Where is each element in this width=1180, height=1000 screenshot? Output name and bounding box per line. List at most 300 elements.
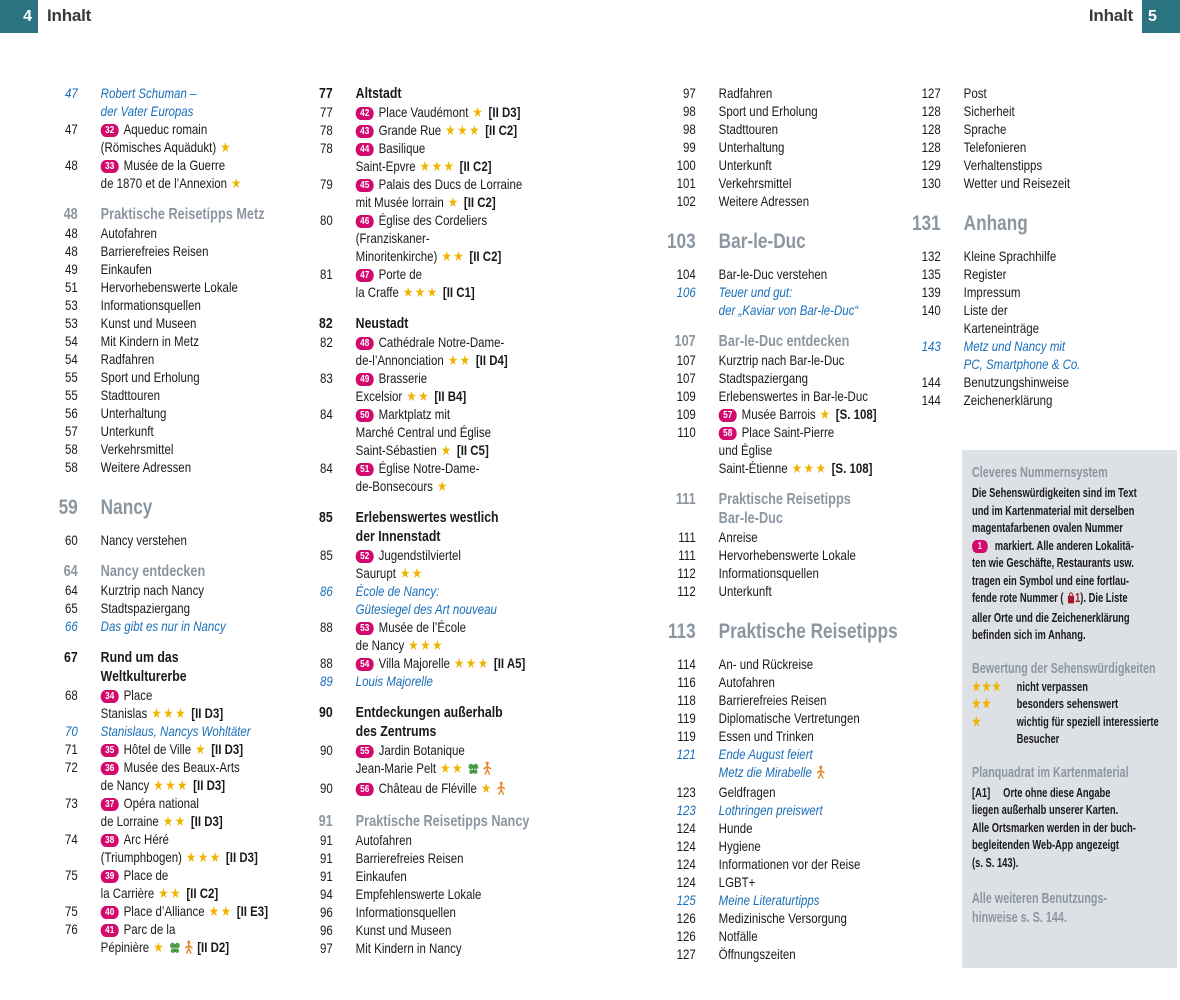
page-number: 54 [64, 333, 78, 349]
page-number: 82 [319, 334, 333, 350]
page-number: 127 [676, 946, 696, 962]
page-number: 85 [319, 547, 333, 563]
entry-text: Öffnungszeiten [718, 946, 796, 962]
page-number: 88 [319, 619, 333, 635]
toc-entry [903, 156, 1157, 174]
toc-entry [295, 672, 549, 690]
entry-text: Rund um das Weltkulturerbe [100, 649, 187, 685]
sight-number-badge: 46 [356, 215, 374, 228]
page-number: 107 [674, 333, 696, 350]
toc-entry [40, 314, 294, 332]
star-rating: ★ [972, 713, 983, 729]
entry-text: 43 Grande Rue ★★★ [II C2] [356, 121, 550, 139]
toc-entry [658, 84, 912, 102]
page-number: 48 [63, 206, 78, 223]
entry-text: 39 Place de la Carrière ★★ [II C2] [100, 867, 219, 901]
page-number: 47 [64, 85, 78, 101]
toc-entry [40, 648, 294, 686]
sight-number-badge: 40 [101, 906, 119, 919]
toc-entry [658, 229, 912, 254]
entry-text: Stadttouren [100, 387, 161, 403]
star-rating: ★ [231, 175, 244, 191]
page-number: 124 [676, 838, 696, 854]
page-number: 47 [64, 121, 78, 137]
entry-text: Essen und Trinken [718, 728, 814, 744]
entry-text: Einkaufen [355, 868, 407, 884]
star-rating: ★★ [208, 903, 233, 919]
page-number: 80 [319, 212, 333, 228]
entry-text: Kurztrip nach Bar-le-Duc [718, 352, 845, 368]
page-number: 91 [319, 850, 333, 866]
entry-text: 58 Place Saint-Pierre und Église Saint-Étienne ★★★ [S. 108] [718, 424, 873, 476]
page-number: 132 [921, 248, 941, 264]
page-number: 123 [676, 784, 696, 800]
star-rating: ★★ [399, 565, 424, 581]
map-grid-ref: [II C2] [485, 122, 518, 138]
toc-entry [40, 562, 294, 581]
entry-text: 50 Marktplatz mit Marché Central und Église Saint-Sébastien ★ [II C5] [355, 406, 491, 458]
page-number: 60 [64, 532, 78, 548]
page-number: 112 [677, 583, 696, 599]
entry-text: Informationsquellen [355, 904, 456, 920]
star-rating: ★★ [162, 813, 187, 829]
toc-entry [40, 740, 294, 758]
toc-entry [40, 278, 294, 296]
toc-entry [295, 582, 549, 618]
page-number: 90 [319, 780, 333, 796]
entry-text: Radfahren [100, 351, 155, 367]
sight-number-badge: 36 [101, 762, 119, 775]
entry-text: LGBT+ [718, 874, 756, 890]
entry-text: Ende August feiert Metz die Mirabelle [719, 745, 913, 783]
page-number: 124 [676, 856, 696, 872]
page-number: 81 [319, 266, 333, 282]
star-rating: ★★★ [402, 284, 439, 300]
page-number: 85 [319, 509, 333, 526]
entry-text: Impressum [963, 284, 1021, 300]
toc-entry [658, 619, 912, 644]
rating-legend-row [972, 713, 1168, 748]
page-number: 127 [921, 85, 941, 101]
page-number: 76 [64, 921, 78, 937]
page-number: 56 [64, 405, 78, 421]
toc-entry [903, 391, 1157, 409]
entry-text: Autofahren [355, 832, 412, 848]
infobox-title-rating: Bewertung der Sehenswürdigkeiten [972, 659, 1156, 677]
entry-text: Informationsquellen [718, 565, 819, 581]
page-number: 59 [58, 496, 78, 519]
entry-text: Einkaufen [100, 261, 152, 277]
page-number: 144 [921, 392, 941, 408]
entry-text: 37 Opéra national de Lorraine ★★ [II D3] [100, 795, 223, 829]
entry-text: Bar-le-Duc entdecken [718, 333, 850, 350]
toc-entry [295, 175, 549, 211]
page-number: 55 [64, 369, 78, 385]
page-number: 99 [682, 139, 696, 155]
page-number: 128 [921, 139, 941, 155]
star-rating: ★★ [972, 696, 993, 711]
page-number: 144 [921, 374, 941, 390]
entry-text: 44 Basilique Saint-Epvre ★★★ [II C2] [355, 140, 492, 174]
entry-text: 38 Arc Héré (Triumphbogen) ★★★ [II D3] [100, 831, 258, 865]
star-rating: ★★ [406, 388, 431, 404]
entry-text: Robert Schuman – der Vater Europas [100, 85, 197, 119]
sight-number-badge: 54 [356, 658, 374, 671]
entry-text: Hervorhebenswerte Lokale [100, 279, 238, 295]
toc-entry [40, 224, 294, 242]
toc-entry [40, 156, 294, 192]
toc-entry [903, 283, 1157, 301]
sight-number-badge: 53 [356, 622, 374, 635]
toc-entry [295, 459, 549, 495]
toc-entry [295, 741, 549, 779]
entry-text: 56 Château de Fléville ★ [356, 779, 550, 799]
entry-text: Stanislaus, Nancys Wohltäter [100, 723, 251, 739]
page-number: 129 [921, 157, 941, 173]
entry-text: Wetter und Reisezeit [963, 175, 1071, 191]
page-number: 51 [64, 279, 78, 295]
entry-text: 49 Brasserie Excelsior ★★ [II B4] [355, 370, 467, 404]
toc-entry [295, 265, 549, 301]
toc-entry [658, 673, 912, 691]
star-rating: ★★ [440, 760, 465, 776]
star-rating: ★★★ [151, 705, 188, 721]
sight-number-badge: 56 [356, 783, 374, 796]
star-rating: ★★ [158, 885, 183, 901]
entry-text: Teuer und gut: der „Kaviar von Bar-le-Duc“ [718, 284, 859, 318]
page-number: 86 [319, 583, 333, 599]
page-number: 55 [64, 387, 78, 403]
entry-text: Stadtspaziergang [718, 370, 809, 386]
entry-text: Register [963, 266, 1007, 282]
toc-entry [658, 909, 912, 927]
page-number: 91 [319, 868, 333, 884]
star-rating: ★ [437, 478, 449, 494]
infobox-grid-text: [A1] Orte ohne diese Angabe liegen außerhalb unserer Karten. Alle Ortsmarken werden in der buch- begleitenden Web-App angezeigt (s. S. 143). [972, 784, 1136, 870]
entry-text: Anhang [963, 212, 1028, 235]
map-grid-ref: [II C2] [459, 158, 492, 174]
toc-entry [658, 528, 912, 546]
page-number: 104 [676, 266, 696, 282]
toc-entry [295, 921, 549, 939]
toc-entry [40, 920, 294, 958]
map-grid-ref: [II A5] [493, 655, 526, 671]
page-number: 143 [921, 338, 941, 354]
toc-entry [903, 247, 1157, 265]
entry-text: Liste der Karteneinträge [963, 302, 1039, 336]
page-number: 111 [678, 547, 696, 563]
sight-number-badge: 39 [101, 870, 119, 883]
toc-entry [40, 581, 294, 599]
toc-entry [658, 174, 912, 192]
toc-entry [295, 885, 549, 903]
page-number: 68 [64, 687, 78, 703]
page-number: 84 [319, 460, 333, 476]
toc-entry [658, 351, 912, 369]
page-number: 128 [921, 103, 941, 119]
entry-text: Stadtspaziergang [100, 600, 191, 616]
toc-entry [658, 709, 912, 727]
toc-entry [658, 564, 912, 582]
entry-text: 57 Musée Barrois ★ [S. 108] [719, 405, 913, 423]
entry-text: Verkehrsmittel [100, 441, 174, 457]
page-number: 101 [676, 175, 696, 191]
entry-text: Barrierefreies Reisen [718, 692, 827, 708]
toc-entry [658, 582, 912, 600]
toc-entry [658, 423, 912, 477]
toc-entry [40, 686, 294, 722]
rating-legend [972, 678, 1168, 748]
entry-text: Sprache [963, 121, 1007, 137]
page-number: 106 [676, 284, 696, 300]
entry-text: Erlebenswertes westlich der Innenstadt [355, 509, 499, 545]
sight-number-badge: 42 [356, 107, 374, 120]
entry-text: Barrierefreies Reisen [355, 850, 464, 866]
toc-entry [40, 404, 294, 422]
page-number: 130 [921, 175, 941, 191]
page-number: 100 [676, 157, 696, 173]
map-grid-ref: [S. 108] [831, 460, 873, 476]
sight-number-badge: 47 [356, 269, 374, 282]
star-rating: ★ [447, 194, 460, 210]
entry-text: Geldfragen [718, 784, 776, 800]
page-number: 113 [667, 620, 696, 643]
page-number: 131 [911, 212, 941, 235]
toc-entry [40, 902, 294, 920]
page-number: 140 [921, 302, 941, 318]
entry-text: Mit Kindern in Nancy [355, 940, 462, 956]
toc-entry [295, 939, 549, 957]
page-number: 58 [64, 459, 78, 475]
page-number: 67 [64, 649, 78, 666]
page-number: 103 [666, 230, 696, 253]
star-rating: ★ [481, 780, 493, 796]
star-rating: ★★ [441, 248, 466, 264]
toc-entry [40, 350, 294, 368]
entry-text: Entdeckungen außerhalb des Zentrums [355, 704, 503, 740]
toc-entry [658, 387, 912, 405]
toc-column-1 [40, 84, 294, 958]
page-number-badge-left: 4 [0, 0, 38, 33]
map-grid-ref: [II D3] [488, 104, 521, 120]
star-rating: ★ [195, 741, 208, 757]
entry-text: 36 Musée des Beaux-Arts de Nancy ★★★ [II D3] [100, 759, 240, 793]
toc-entry [658, 120, 912, 138]
page-number: 84 [319, 406, 333, 422]
entry-text: École de Nancy: Gütesiegel des Art nouveau [355, 583, 497, 617]
entry-text: Nancy verstehen [100, 532, 187, 548]
toc-entry [658, 927, 912, 945]
toc-column-4 [903, 84, 1157, 409]
sight-number-badge: 41 [101, 924, 119, 937]
toc-entry [903, 337, 1157, 373]
toc-entry [658, 783, 912, 801]
page-number: 111 [678, 529, 696, 545]
rating-label: besonders sehenswert [1016, 696, 1119, 711]
page-number: 128 [921, 121, 941, 137]
toc-entry [40, 830, 294, 866]
toc-entry [658, 745, 912, 783]
star-rating: ★ [440, 442, 453, 458]
toc-entry [658, 490, 912, 528]
page-number: 73 [64, 795, 78, 811]
bag-icon [1067, 591, 1075, 609]
page-number: 123 [676, 802, 696, 818]
toc-entry [295, 508, 549, 546]
toc-entry [658, 156, 912, 174]
entry-text: 34 Place Stanislas ★★★ [II D3] [100, 687, 224, 721]
infobox-footer-note: Alle weiteren Benutzungs- hinweise s. S. 144. [972, 890, 1108, 926]
page-number: 119 [677, 710, 696, 726]
toc-entry [903, 102, 1157, 120]
page-number: 75 [64, 903, 78, 919]
toc-entry [903, 373, 1157, 391]
toc-entry [658, 138, 912, 156]
sight-number-badge: 35 [101, 744, 119, 757]
person-icon [816, 765, 825, 783]
entry-text: Informationen vor der Reise [718, 856, 861, 872]
entry-text: 32 Aqueduc romain (Römisches Aquädukt) ★ [100, 121, 233, 155]
star-rating: ★★★ [408, 637, 445, 653]
toc-entry [658, 801, 912, 819]
page-number: 78 [319, 122, 333, 138]
entry-text: Kunst und Museen [355, 922, 452, 938]
page-number: 64 [63, 563, 78, 580]
toc-entry [903, 138, 1157, 156]
page-number: 71 [64, 741, 78, 757]
page-number: 48 [64, 243, 78, 259]
sight-number-badge: 43 [356, 125, 374, 138]
entry-text: 55 Jardin Botanique Jean-Marie Pelt ★★ [356, 741, 550, 779]
entry-text: Unterkunft [718, 157, 772, 173]
toc-entry [295, 333, 549, 369]
page-number: 118 [677, 692, 696, 708]
page-number: 97 [682, 85, 696, 101]
entry-text: Unterkunft [718, 583, 772, 599]
entry-text: Stadttouren [718, 121, 779, 137]
entry-text: 41 Parc de la Pépinière ★ [II D2] [101, 920, 295, 958]
toc-entry [903, 120, 1157, 138]
toc-entry [40, 260, 294, 278]
toc-entry [658, 332, 912, 351]
entry-text: Praktische Reisetipps Metz [100, 206, 265, 223]
page-number: 79 [319, 176, 333, 192]
entry-text: Lothringen preiswert [718, 802, 823, 818]
star-rating: ★ [819, 406, 832, 422]
sight-number-badge: 45 [356, 179, 374, 192]
map-grid-ref: [II D2] [197, 939, 230, 955]
entry-text: 35 Hôtel de Ville ★ [II D3] [101, 740, 295, 758]
person-icon [497, 781, 506, 799]
page-number: 54 [64, 351, 78, 367]
map-grid-ref: [S. 108] [835, 406, 877, 422]
star-rating: ★★ [447, 352, 472, 368]
entry-text: Weitere Adressen [100, 459, 192, 475]
map-grid-ref: [II D3] [191, 705, 224, 721]
toc-entry [40, 386, 294, 404]
page-number: 72 [64, 759, 78, 775]
toc-entry [658, 855, 912, 873]
entry-text: 48 Cathédrale Notre-Dame- de-l’Annonciation ★★ [II D4] [355, 334, 508, 368]
entry-text: Verhaltenstipps [963, 157, 1043, 173]
toc-entry [658, 405, 912, 423]
page-number: 125 [676, 892, 696, 908]
page-number: 135 [921, 266, 941, 282]
page-number: 98 [682, 103, 696, 119]
rating-legend-row [972, 678, 1168, 696]
toc-entry [658, 283, 912, 319]
star-rating: ★★★ [972, 678, 1003, 694]
entry-text: 52 Jugendstilviertel Saurupt ★★ [355, 547, 461, 581]
grid-code: [A1] [972, 784, 991, 800]
star-rating: ★★★ [153, 777, 190, 793]
entry-text: Unterhaltung [100, 405, 167, 421]
entry-text: 33 Musée de la Guerre de 1870 et de l’Annexion ★ [100, 157, 244, 191]
entry-text: 51 Église Notre-Dame- de-Bonsecours ★ [355, 460, 480, 494]
entry-text: Neustadt [355, 315, 409, 332]
toc-entry [295, 703, 549, 741]
toc-entry [295, 546, 549, 582]
entry-text: Kunst und Museen [100, 315, 197, 331]
entry-text: Louis Majorelle [355, 673, 433, 689]
entry-text: Diplomatische Vertretungen [718, 710, 860, 726]
red-number: 1 [1075, 590, 1081, 605]
entry-text: Bar-le-Duc verstehen [718, 266, 828, 282]
rating-legend-row [972, 695, 1168, 713]
map-grid-ref: [II B4] [434, 388, 467, 404]
toc-entry [658, 727, 912, 745]
entry-text: Post [963, 85, 987, 101]
map-grid-ref: [II E3] [236, 903, 269, 919]
entry-text: 53 Musée de l’École de Nancy ★★★ [355, 619, 467, 653]
toc-column-2 [295, 84, 549, 957]
page-number: 48 [64, 225, 78, 241]
entry-text: Erlebenswertes in Bar-le-Duc [718, 388, 868, 404]
star-rating: ★ [472, 104, 485, 120]
toc-entry [295, 211, 549, 265]
page-number: 112 [677, 565, 696, 581]
toc-entry [658, 837, 912, 855]
star-rating: ★★★ [791, 460, 828, 476]
page-number: 74 [64, 831, 78, 847]
toc-entry [295, 618, 549, 654]
page-number-badge-right: 5 [1142, 0, 1180, 33]
page-number: 124 [676, 820, 696, 836]
entry-text: Das gibt es nur in Nancy [100, 618, 226, 634]
sight-number-badge: 34 [101, 690, 119, 703]
toc-entry [295, 654, 549, 672]
entry-text: Autofahren [718, 674, 775, 690]
sight-number-badge: 33 [101, 160, 119, 173]
entry-text: Praktische Reisetipps [718, 620, 898, 643]
page-number: 126 [676, 928, 696, 944]
entry-text: Praktische Reisetipps Bar-le-Duc [718, 491, 851, 527]
map-grid-ref: [II C2] [186, 885, 219, 901]
entry-text: Unterhaltung [718, 139, 785, 155]
page-number: 49 [64, 261, 78, 277]
entry-text: Metz und Nancy mit PC, Smartphone & Co. [963, 338, 1081, 372]
page-number: 91 [318, 813, 333, 830]
page-number: 77 [319, 104, 333, 120]
toc-entry [903, 174, 1157, 192]
toc-entry [295, 903, 549, 921]
star-rating: ★★★ [186, 849, 222, 865]
page-number: 94 [319, 886, 333, 902]
toc-entry [295, 849, 549, 867]
toc-entry [658, 945, 912, 963]
entry-text: Barrierefreies Reisen [100, 243, 209, 259]
entry-text: Empfehlenswerte Lokale [355, 886, 482, 902]
